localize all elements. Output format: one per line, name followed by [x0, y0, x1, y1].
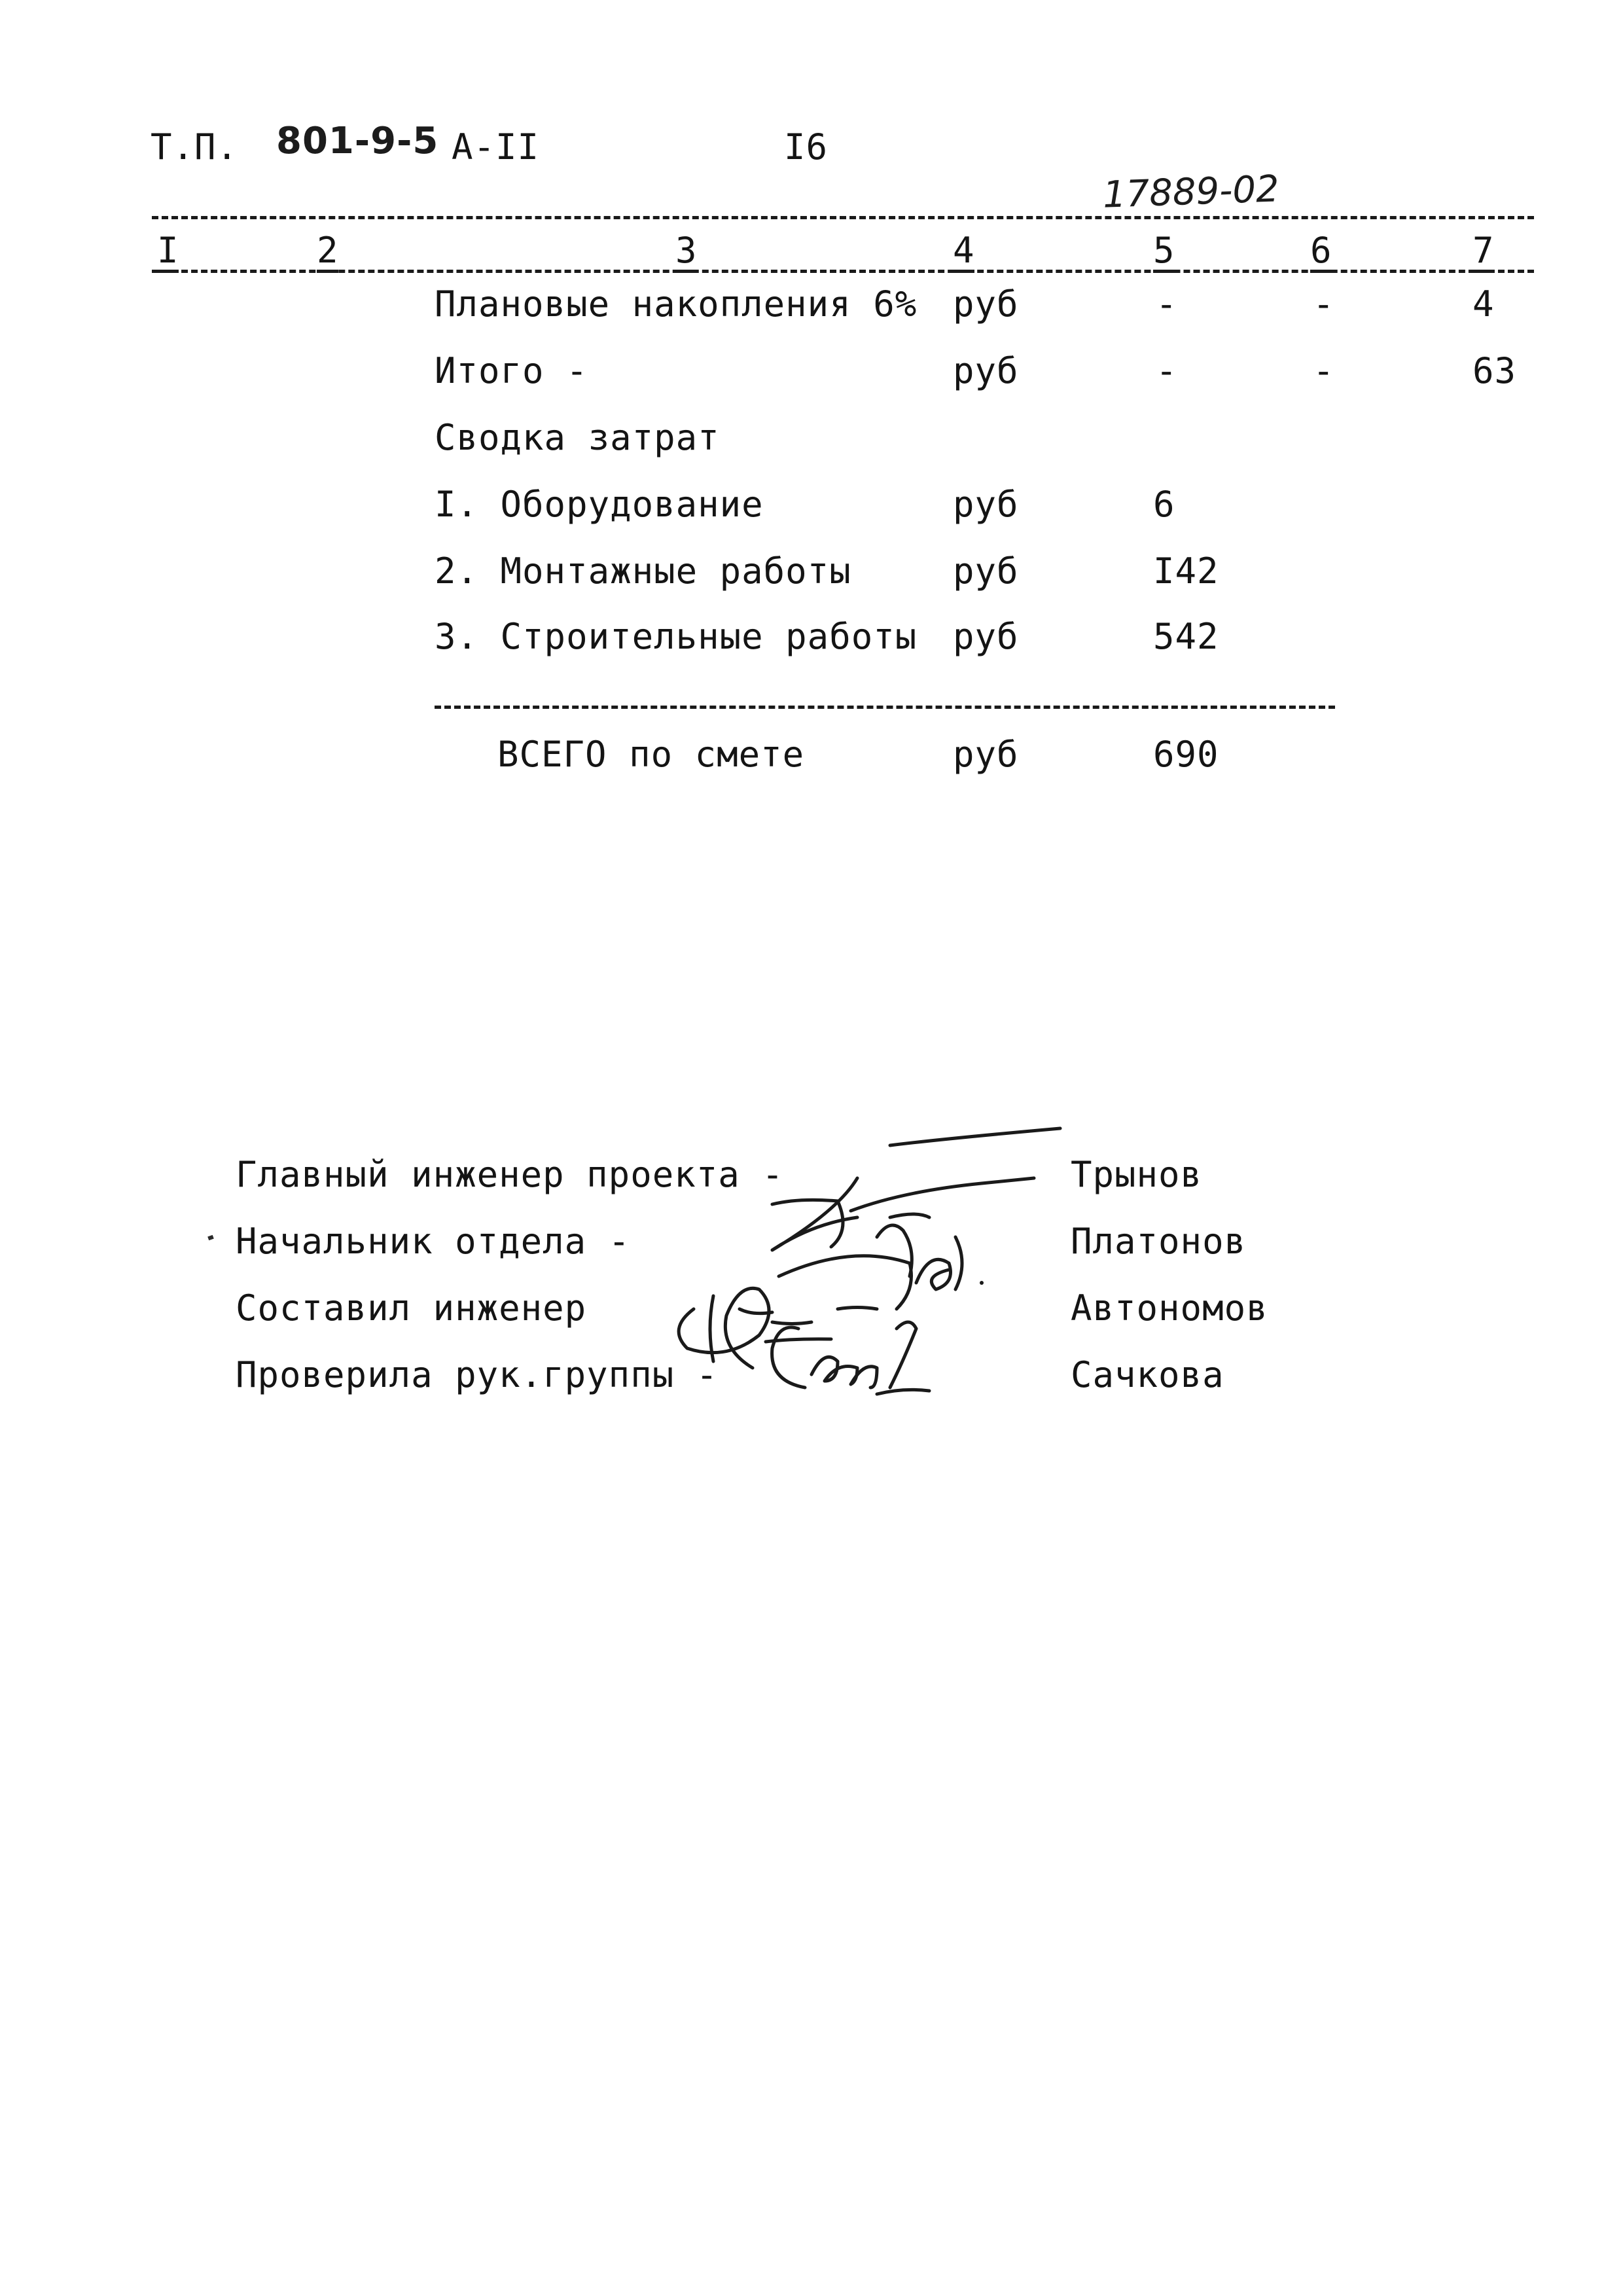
row-col6: -: [1313, 283, 1335, 325]
column-number: 2: [317, 233, 338, 273]
signature-name: Сачкова: [1071, 1354, 1224, 1395]
signature-name: Платонов: [1071, 1221, 1247, 1262]
series-prefix: Т.П.: [151, 126, 239, 168]
page-number: I6: [784, 126, 829, 168]
row-name: Плановые накопления 6%: [435, 283, 918, 325]
summary-item-value: 6: [1153, 484, 1175, 525]
summary-item-unit: руб: [953, 550, 1019, 592]
column-number: 7: [1472, 233, 1494, 273]
album-code: А-II: [452, 126, 540, 168]
summary-item-name: I. Оборудование: [435, 484, 764, 525]
column-number: 6: [1310, 233, 1332, 273]
column-number: 3: [675, 233, 697, 273]
series-number: 801-9-5: [276, 120, 439, 162]
column-number: I: [157, 233, 179, 273]
summary-item-name: 3. Строительные работы: [435, 616, 918, 657]
row-col7: 4: [1472, 283, 1495, 325]
signature-name: Трынов: [1071, 1154, 1203, 1195]
signature-name: Автономов: [1071, 1287, 1268, 1329]
column-number: 4: [953, 233, 974, 273]
summary-item-name: 2. Монтажные работы: [435, 550, 851, 592]
summary-item-value: 542: [1153, 616, 1219, 657]
summary-item-value: I42: [1153, 550, 1219, 592]
summary-item-unit: руб: [953, 484, 1019, 525]
column-header-dashed-rule: [152, 270, 1534, 273]
summary-total-value: 690: [1153, 734, 1219, 775]
column-number: 5: [1153, 233, 1175, 273]
top-dashed-rule: [152, 216, 1534, 219]
summary-title: Сводка затрат: [435, 417, 720, 458]
row-name: Итого -: [435, 350, 588, 391]
signature-role: Проверила рук.группы -: [236, 1354, 719, 1395]
summary-dashed-rule: [435, 706, 1335, 709]
row-unit: руб: [953, 283, 1019, 325]
summary-total-unit: руб: [953, 734, 1019, 775]
signature-role: Начальник отдела -: [236, 1221, 631, 1262]
signature-role: Составил инженер: [236, 1287, 587, 1329]
stray-mark: [207, 1235, 214, 1240]
signature-role: Главный инженер проекта -: [236, 1154, 784, 1195]
row-unit: руб: [953, 350, 1019, 391]
summary-total-name: ВСЕГО по смете: [497, 734, 805, 775]
handwritten-signatures: [641, 1113, 1099, 1427]
row-col6: -: [1313, 350, 1335, 391]
row-col5: -: [1156, 283, 1178, 325]
row-col5: -: [1156, 350, 1178, 391]
row-col7: 63: [1472, 350, 1517, 391]
summary-item-unit: руб: [953, 616, 1019, 657]
archive-number: 17889-02: [1101, 168, 1280, 217]
